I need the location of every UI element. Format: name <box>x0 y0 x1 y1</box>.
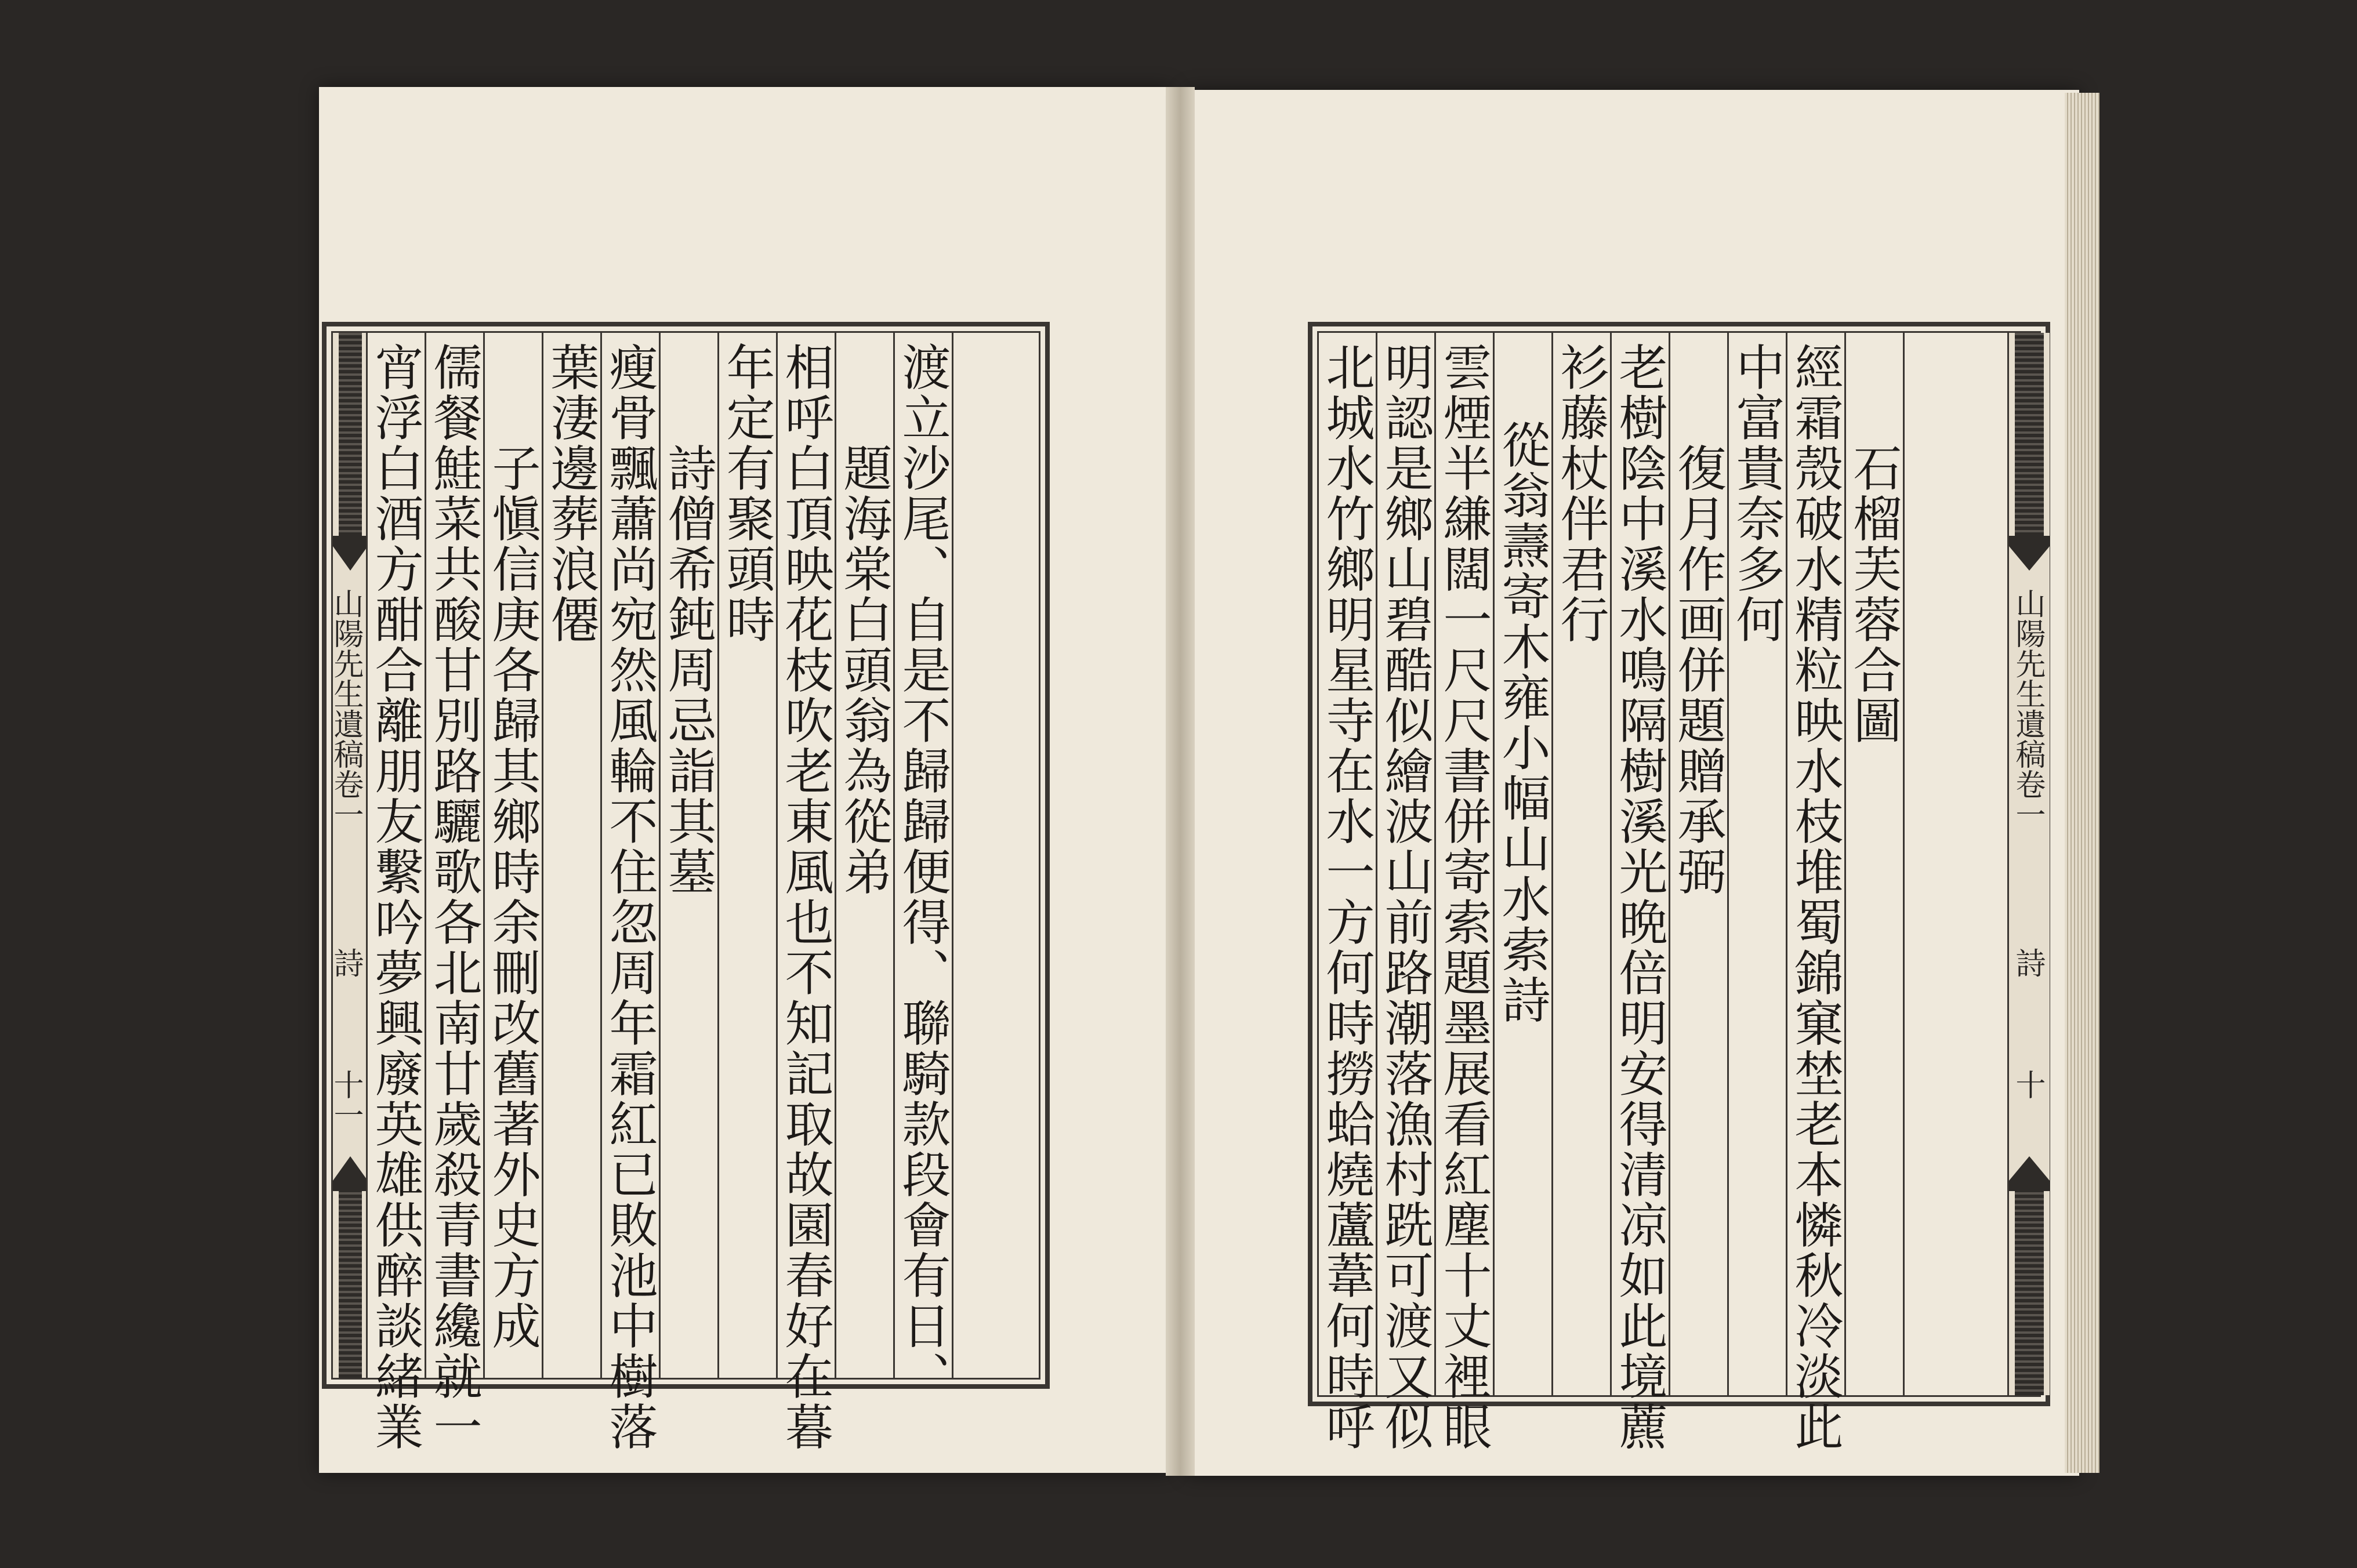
left-banxin <box>328 333 368 1378</box>
right-column-4-text: 復月作画併題贈承弼 <box>1670 443 1727 897</box>
left-column-2-text: 題海棠白頭翁為從弟 <box>836 443 893 897</box>
right-column-9 <box>1376 333 1434 1452</box>
left-inner-frame <box>328 331 1040 1452</box>
left-column-3-text: 相呼白頂映花枝吹老東風也不知記取故園春好在暮 <box>777 342 834 1452</box>
left-column-5-text: 詩僧希鈍周忌詣其墓 <box>660 443 717 897</box>
book-gutter <box>1166 87 1195 1476</box>
left-banxin-top-black <box>339 333 362 536</box>
left-banxin-section: 詩 <box>328 948 363 978</box>
left-column-8-text: 子愼信庚各歸其鄉時余刪改舊著外史方成 <box>484 443 541 1351</box>
right-blank-column <box>1903 333 2007 1395</box>
right-column-3 <box>1727 333 1786 1395</box>
left-column-4-text: 年定有聚頭時 <box>719 342 775 645</box>
right-fish-tail-bottom <box>2009 1156 2050 1191</box>
left-text-frame <box>322 322 1050 1452</box>
book-fore-edge <box>2065 93 2099 1473</box>
left-blank-margin <box>952 333 1050 1378</box>
right-banxin <box>2007 333 2050 1395</box>
right-column-2-text: 經霜殼破水精粒映水枝堆蜀錦窠埜老本憐秋冷淡此 <box>1787 342 1844 1452</box>
right-column-3-text: 中富貴奈多何 <box>1728 342 1785 645</box>
right-column-4 <box>1669 333 1727 1395</box>
left-column-7 <box>542 333 600 1378</box>
right-inner-frame <box>1317 331 2045 1452</box>
left-column-1-text: 渡立沙尾、自是不歸歸便得、聯騎款段會有日、 <box>894 342 951 1402</box>
left-column-2 <box>835 333 893 1378</box>
right-text-frame <box>1308 322 2050 1452</box>
left-banxin-title: 山陽先生遺稿卷一 <box>328 588 363 829</box>
left-column-7-text: 葉淒邊葬浪僊 <box>543 342 600 645</box>
left-column-8 <box>483 333 542 1378</box>
left-fish-tail-top <box>333 536 368 571</box>
left-banxin-bottom-black <box>339 1191 362 1378</box>
left-column-1 <box>893 333 952 1402</box>
left-column-5 <box>659 333 717 1378</box>
left-column-3 <box>776 333 835 1452</box>
right-banxin-section: 詩 <box>2010 948 2045 978</box>
right-fish-tail-top <box>2009 536 2050 571</box>
right-column-6-text: 衫藤杖伴君行 <box>1553 342 1609 645</box>
right-banxin-bottom-black <box>2015 1191 2044 1395</box>
right-column-1 <box>1844 333 1903 1395</box>
left-column-9 <box>425 333 483 1452</box>
right-column-7-text: 從翁燾寄木雍小幅山水索詩 <box>1494 420 1551 1025</box>
left-fish-tail-bottom <box>333 1156 368 1191</box>
right-banxin-title: 山陽先生遺稿卷一 <box>2010 588 2045 829</box>
right-column-1-text: 石榴芙蓉合圖 <box>1845 443 1902 746</box>
right-column-5-text: 老樹陰中溪水鳴隔樹溪光晩倍明安得清凉如此境藨 <box>1611 342 1668 1452</box>
right-banxin-top-black <box>2015 333 2044 536</box>
right-column-8-text: 雲煙半縑闊一尺尺書併寄索題墨展看紅塵十丈裡眼 <box>1435 342 1492 1452</box>
right-column-6 <box>1551 333 1610 1395</box>
left-column-10 <box>366 333 425 1452</box>
left-column-6-text: 瘦骨飄蕭尚宛然風輪不住忽周年霜紅已敗池中樹落 <box>601 342 658 1452</box>
left-column-9-text: 儒餐鮭菜共酸甘別路驪歌各北南廿歲殺青書纔就一 <box>426 342 483 1452</box>
right-column-2 <box>1786 333 1844 1452</box>
right-column-9-text: 明認是鄉山碧酷似繪波山前路潮落漁村跣可渡又似 <box>1377 342 1434 1452</box>
right-column-10 <box>1317 333 1376 1452</box>
right-column-5 <box>1610 333 1669 1452</box>
left-column-6 <box>600 333 659 1452</box>
left-column-4 <box>717 333 776 1378</box>
right-column-7 <box>1493 333 1551 1395</box>
right-column-8 <box>1434 333 1493 1452</box>
left-banxin-page-number: 十一 <box>328 1069 363 1130</box>
left-column-10-text: 宵浮白酒方酣合離朋友繫吟夢興廢英雄供醉談緒業 <box>367 342 424 1452</box>
right-banxin-page-number: 十 <box>2010 1069 2045 1099</box>
right-column-10-text: 北城水竹鄉明星寺在水一方何時撈蛤燒蘆葦何時呼 <box>1318 342 1375 1452</box>
